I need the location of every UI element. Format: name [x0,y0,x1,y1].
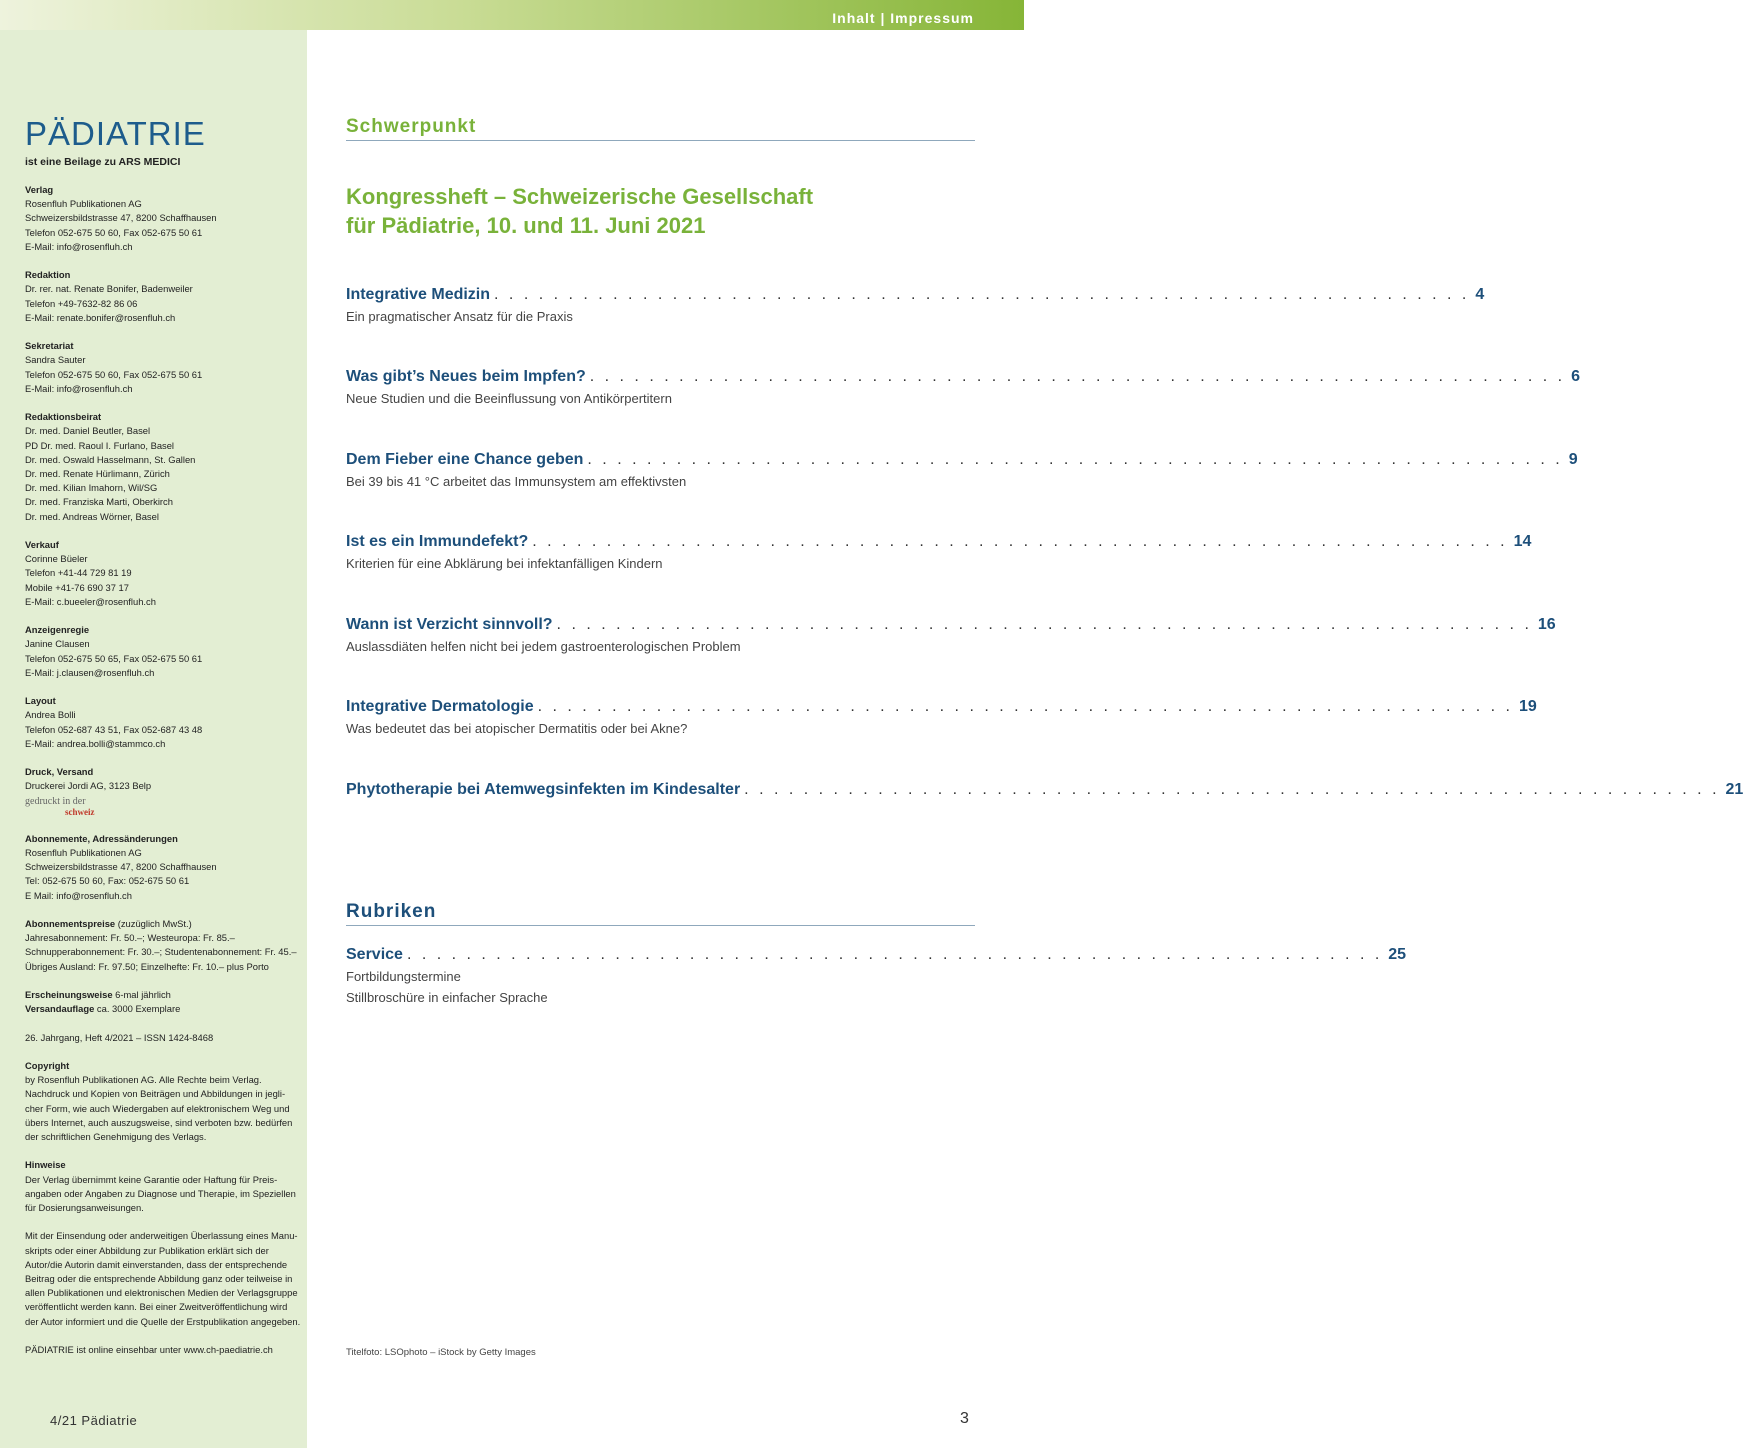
impressum-heading: Layout [25,695,56,707]
impressum-line: cher Form, wie auch Wiedergaben auf elektronischem Weg und [25,1102,290,1114]
toc-item[interactable] [346,451,1578,492]
section-header-title: Inhalt | Impressum [832,10,974,26]
impressum-section-erscheinung [25,988,305,1016]
versandauflage-line [25,1002,305,1016]
logo-subtitle: ist eine Beilage zu ARS MEDICI [25,156,181,168]
impressum-heading: Abonnementspreise [25,918,116,930]
impressum-section-redaktion [25,268,305,325]
impressum-line: Dr. rer. nat. Renate Bonifer, Badenweiler [25,283,193,295]
toc-page-number: 4 [1475,286,1485,303]
toc-row [346,451,1578,469]
impressum-section-abonnemente [25,832,305,903]
impressum-section-online [25,1343,305,1357]
toc-page-number: 14 [1513,533,1532,550]
impressum-section-abopreise [25,917,305,974]
toc-subtitle: Ein pragmatischer Ansatz für die Praxis [346,309,573,324]
impressum-line: Telefon 052-675 50 60, Fax 052-675 50 61 [25,226,203,238]
impressum [25,183,305,1371]
impressum-line: by Rosenfluh Publikationen AG. Alle Rechte beim Verlag. [25,1074,262,1086]
toc-item[interactable] [346,533,1532,574]
impressum-line: Nachdruck und Kopien von Beiträgen und Abbildungen in jegli- [25,1088,286,1100]
toc-row [346,946,1407,964]
gedruckt-logo-line2: schweiz [65,806,95,817]
rubriken-heading: Rubriken [346,901,437,922]
impressum-line: Mit der Einsendung oder anderweitigen Überlassung eines Manu- [25,1230,298,1242]
impressum-line: veröffentlicht werden kann. Bei einer Zweitveröffentlichung wird [25,1301,288,1313]
issue-headline [346,183,975,240]
jahrgang-issn: 26. Jahrgang, Heft 4/2021 – ISSN 1424-8468 [25,1031,214,1043]
impressum-line: Mobile +41-76 690 37 17 [25,581,129,593]
impressum-line: Dr. med. Oswald Hasselmann, St. Gallen [25,453,196,465]
impressum-heading: Versandauflage [25,1003,95,1015]
toc-page-number: 6 [1571,368,1580,385]
impressum-line: E-Mail: j.clausen@rosenfluh.ch [25,666,155,678]
impressum-line: Telefon 052-675 50 65, Fax 052-675 50 61 [25,652,203,664]
toc-subtitle: Fortbildungstermine [346,969,461,984]
impressum-section-redaktionsbeirat [25,410,305,524]
impressum-line: Corinne Büeler [25,553,88,565]
toc-subtitle: Was bedeutet das bei atopischer Dermatitis oder bei Akne? [346,721,688,736]
impressum-line: E-Mail: info@rosenfluh.ch [25,382,133,394]
toc-item[interactable] [346,698,1537,739]
impressum-section-layout [25,694,305,751]
impressum-line: Jahresabonnement: Fr. 50.–; Westeuropa: Fr. 85.– [25,932,235,944]
impressum-heading: Redaktion [25,269,71,281]
toc-row [346,368,1580,386]
impressum-line: Sandra Sauter [25,354,86,366]
impressum-heading: Abonnemente, Adressänderungen [25,832,178,844]
toc-row [346,698,1537,716]
impressum-section-hinweise [25,1158,305,1215]
impressum-heading: Copyright [25,1060,70,1071]
impressum-heading: Hinweise [25,1159,66,1171]
impressum-line: E-Mail: info@rosenfluh.ch [25,240,133,252]
impressum-section-jahrgang [25,1031,305,1045]
toc-subtitle: Auslassdiäten helfen nicht bei jedem gastroenterologischen Problem [346,639,741,654]
erscheinungsweise-line [25,988,305,1002]
toc-page-number: 9 [1568,451,1578,468]
impressum-section-verkauf [25,538,305,609]
impressum-line: Schnupperabonnement: Fr. 30.–; Studentenabonnement: Fr. 45.– [25,946,297,958]
toc-page-number: 16 [1537,616,1556,633]
toc-subtitle: Kriterien für eine Abklärung bei infektanfälligen Kindern [346,556,663,571]
impressum-line: Telefon 052-675 50 60, Fax 052-675 50 61 [25,368,203,380]
impressum-line: E-Mail: andrea.bolli@stammco.ch [25,737,166,749]
toc-leader-dots: . . . . . . . . . . . . . . . . . . . . . . . . . . . . . . . . . . . . . . . . . . . . . . . . . . . . . . . . . . . . . . . . . . [556,616,1532,633]
impressum-line: Tel: 052-675 50 60, Fax: 052-675 50 61 [25,875,190,887]
impressum-heading: Verkauf [25,539,59,551]
toc-page-number: 19 [1518,698,1537,715]
impressum-line: Druckerei Jordi AG, 3123 Belp [25,780,152,792]
impressum-section-sekretariat [25,339,305,396]
impressum-section-einsendung [25,1229,305,1328]
toc-page-number: 25 [1388,946,1407,963]
toc-leader-dots: . . . . . . . . . . . . . . . . . . . . . . . . . . . . . . . . . . . . . . . . . . . . . . . . . . . . . . . . . . . . . . . . . . [406,946,1383,963]
toc-leader-dots: . . . . . . . . . . . . . . . . . . . . . . . . . . . . . . . . . . . . . . . . . . . . . . . . . . . . . . . . . . . . . . . . . . [587,451,1563,468]
impressum-line: der schriftlichen Genehmigung des Verlags. [25,1131,207,1143]
impressum-line: Der Verlag übernimmt keine Garantie oder Haftung für Preis- [25,1173,278,1185]
gedruckt-logo-line1: gedruckt in der [25,795,86,807]
toc-title[interactable]: Integrative Dermatologie [346,698,534,715]
toc-title[interactable]: Integrative Medizin [346,286,491,303]
impressum-line: Schweizersbildstrasse 47, 8200 Schaffhausen [25,861,217,873]
impressum-line: Andrea Bolli [25,709,76,721]
page-number: 3 [960,1410,969,1427]
impressum-line: E-Mail: c.bueeler@rosenfluh.ch [25,595,156,607]
impressum-line: Übriges Ausland: Fr. 97.50; Einzelhefte: Fr. 10.– plus Porto [25,960,269,972]
toc-title[interactable]: Was gibt’s Neues beim Impfen? [346,368,586,385]
gedruckt-in-der-schweiz-logo [25,796,305,818]
toc-title[interactable]: Ist es ein Immundefekt? [346,533,529,550]
toc-item[interactable] [346,616,1556,657]
toc-leader-dots: . . . . . . . . . . . . . . . . . . . . . . . . . . . . . . . . . . . . . . . . . . . . . . . . . . . . . . . . . . . . . . . . . . [744,781,1720,798]
impressum-section-verlag [25,183,305,254]
impressum-section-copyright [25,1059,305,1144]
toc-title[interactable]: Dem Fieber eine Chance geben [346,451,584,468]
toc-leader-dots: . . . . . . . . . . . . . . . . . . . . . . . . . . . . . . . . . . . . . . . . . . . . . . . . . . . . . . . . . . . . . . . . . . [532,533,1508,550]
impressum-heading: Verlag [25,184,54,195]
impressum-heading: Sekretariat [25,340,74,352]
impressum-line: Telefon +41-44 729 81 19 [25,567,132,579]
impressum-line: Telefon +49-7632-82 86 06 [25,297,138,309]
toc-row [346,286,1485,304]
impressum-line: Schweizersbildstrasse 47, 8200 Schaffhausen [25,212,217,224]
toc-leader-dots: . . . . . . . . . . . . . . . . . . . . . . . . . . . . . . . . . . . . . . . . . . . . . . . . . . . . . . . . . . . . . . . . . . [537,698,1513,715]
impressum-line: für Dosierungsanweisungen. [25,1202,144,1214]
schwerpunkt-rule [346,140,975,141]
schwerpunkt-heading: Schwerpunkt [346,116,477,137]
toc-title[interactable]: Wann ist Verzicht sinnvoll? [346,616,553,633]
impressum-line: Autor/die Autorin damit einverstanden, dass der entsprechende [25,1258,288,1270]
impressum-line: PD Dr. med. Raoul I. Furlano, Basel [25,439,175,451]
impressum-line: E-Mail: renate.bonifer@rosenfluh.ch [25,311,176,323]
toc-row [346,616,1556,634]
impressum-line: Dr. med. Renate Hürlimann, Zürich [25,468,170,480]
impressum-line: allen Publikationen und elektronischen Medien der Verlagsgruppe [25,1287,298,1299]
toc-leader-dots: . . . . . . . . . . . . . . . . . . . . . . . . . . . . . . . . . . . . . . . . . . . . . . . . . . . . . . . . . . . . . . . . . . [494,286,1470,303]
online-url-note: PÄDIATRIE ist online einsehbar unter www.ch-paediatrie.ch [25,1344,273,1356]
toc-item[interactable] [346,781,1743,799]
photo-credit: Titelfoto: LSOphoto – iStock by Getty Images [346,1347,536,1358]
impressum-line: Dr. med. Franziska Marti, Oberkirch [25,496,173,508]
toc-title[interactable]: Service [346,946,403,963]
impressum-line: angaben oder Angaben zu Diagnose und Therapie, im Speziellen [25,1187,296,1199]
toc-page-number: 21 [1725,781,1743,798]
rubriken-rule [346,925,975,926]
impressum-heading: Redaktionsbeirat [25,411,102,423]
impressum-line: Rosenfluh Publikationen AG [25,198,142,210]
impressum-line: E Mail: info@rosenfluh.ch [25,889,132,901]
footer-issue: 4/21 Pädiatrie [50,1413,138,1428]
impressum-heading: Anzeigenregie [25,624,90,636]
top-banner [0,0,1024,30]
impressum-line: Telefon 052-687 43 51, Fax 052-687 43 48 [25,723,203,735]
impressum-line: skripts oder einer Abbildung zur Publikation erklärt sich der [25,1244,269,1256]
impressum-line: Dr. med. Kilian Imahorn, Wil/SG [25,482,158,494]
impressum-line: Janine Clausen [25,638,90,650]
toc-item[interactable] [346,368,1580,409]
toc-row [346,533,1532,551]
abopreise-note: (zuzüglich MwSt.) [115,918,192,930]
headline-line-2: für Pädiatrie, 10. und 11. Juni 2021 [346,212,706,238]
erscheinungsweise-value: 6-mal jährlich [112,989,171,1001]
toc-subtitle: Neue Studien und die Beeinflussung von Antikörpertitern [346,391,672,406]
impressum-line: Beitrag oder die entsprechende Abbildung ganz oder teilweise in [25,1273,293,1285]
impressum-section-anzeigenregie [25,623,305,680]
toc-subtitle: Stillbroschüre in einfacher Sprache [346,990,548,1005]
impressum-line: der Autor informiert und die Quelle der Erstpublikation angegeben. [25,1315,301,1327]
impressum-heading: Erscheinungsweise [25,989,113,1001]
headline-line-1: Kongressheft – Schweizerische Gesellschaft [346,184,814,209]
impressum-line: Dr. med. Andreas Wörner, Basel [25,510,159,522]
impressum-line: übers Internet, auch auszugsweise, sind verboten bzw. bedürfen [25,1116,293,1128]
impressum-line: Rosenfluh Publikationen AG [25,847,142,859]
impressum-line: Dr. med. Daniel Beutler, Basel [25,425,151,437]
impressum-section-druck [25,765,305,817]
versandauflage-value: ca. 3000 Exemplare [94,1003,181,1015]
toc-subtitle: Bei 39 bis 41 °C arbeitet das Immunsystem am effektivsten [346,474,687,489]
toc-item[interactable] [346,946,1407,1008]
toc-row [346,781,1743,799]
toc-item[interactable] [346,286,1485,327]
impressum-heading: Druck, Versand [25,766,94,778]
abopreise-heading-line [25,917,305,931]
toc-title[interactable]: Phytotherapie bei Atemwegsinfekten im Kindesalter [346,781,741,798]
magazine-logo: PÄDIATRIE [25,115,206,152]
toc-leader-dots: . . . . . . . . . . . . . . . . . . . . . . . . . . . . . . . . . . . . . . . . . . . . . . . . . . . . . . . . . . . . . . . . . . [589,368,1566,385]
